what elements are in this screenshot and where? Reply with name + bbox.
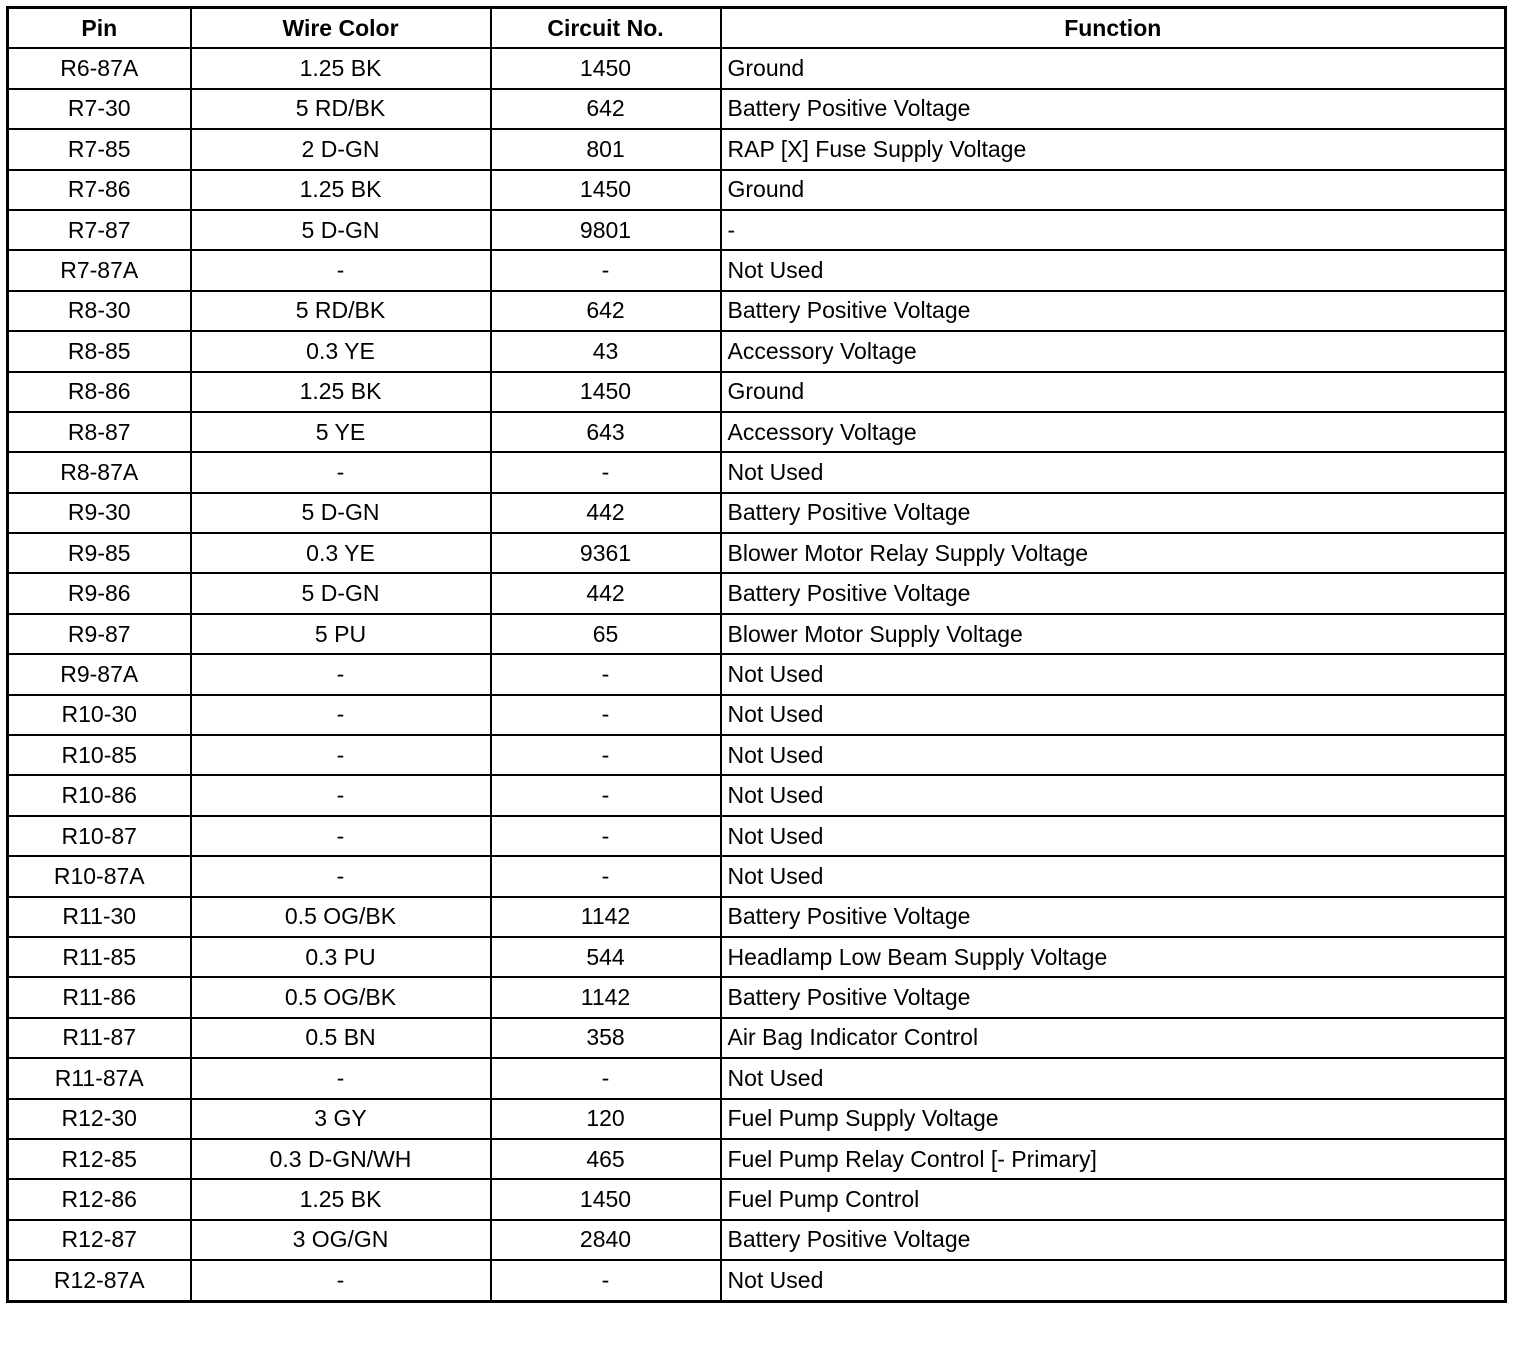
function-cell: Battery Positive Voltage	[721, 977, 1506, 1017]
table-row	[8, 937, 1506, 977]
table-row	[8, 291, 1506, 331]
function-cell: Accessory Voltage	[721, 331, 1506, 371]
circuit-number-cell: 9801	[491, 210, 721, 250]
pin-cell: R12-87	[8, 1220, 191, 1260]
circuit-number-cell: -	[491, 695, 721, 735]
pin-cell: R11-87	[8, 1018, 191, 1058]
function-cell: Not Used	[721, 856, 1506, 896]
wire-color-cell: -	[191, 452, 491, 492]
circuit-number-cell: 1450	[491, 372, 721, 412]
circuit-number-cell: -	[491, 775, 721, 815]
function-cell: RAP [X] Fuse Supply Voltage	[721, 129, 1506, 169]
wire-color-cell: 0.3 YE	[191, 331, 491, 371]
wire-color-cell: 5 PU	[191, 614, 491, 654]
function-cell: Not Used	[721, 1058, 1506, 1098]
function-cell: Accessory Voltage	[721, 412, 1506, 452]
circuit-number-cell: 358	[491, 1018, 721, 1058]
connector-pin-table	[6, 6, 1507, 1303]
pin-cell: R9-85	[8, 533, 191, 573]
column-header-pin: Pin	[8, 8, 191, 49]
table-row	[8, 1099, 1506, 1139]
wire-color-cell: -	[191, 695, 491, 735]
function-cell: Battery Positive Voltage	[721, 493, 1506, 533]
table-row	[8, 1058, 1506, 1098]
function-cell: Not Used	[721, 250, 1506, 290]
function-cell: Headlamp Low Beam Supply Voltage	[721, 937, 1506, 977]
circuit-number-cell: 43	[491, 331, 721, 371]
function-cell: Fuel Pump Control	[721, 1179, 1506, 1219]
function-cell: Battery Positive Voltage	[721, 573, 1506, 613]
wire-color-cell: -	[191, 856, 491, 896]
circuit-number-cell: 1142	[491, 977, 721, 1017]
circuit-number-cell: 1450	[491, 170, 721, 210]
wire-color-cell: 0.3 D-GN/WH	[191, 1139, 491, 1179]
function-cell: Battery Positive Voltage	[721, 897, 1506, 937]
pin-cell: R9-87	[8, 614, 191, 654]
wire-color-cell: -	[191, 735, 491, 775]
function-cell: Fuel Pump Relay Control [- Primary]	[721, 1139, 1506, 1179]
wire-color-cell: 3 OG/GN	[191, 1220, 491, 1260]
column-header-wire-color: Wire Color	[191, 8, 491, 49]
circuit-number-cell: 642	[491, 291, 721, 331]
pin-cell: R9-86	[8, 573, 191, 613]
table-row	[8, 210, 1506, 250]
function-cell: Not Used	[721, 735, 1506, 775]
circuit-number-cell: 2840	[491, 1220, 721, 1260]
circuit-number-cell: -	[491, 735, 721, 775]
table-row	[8, 573, 1506, 613]
wire-color-cell: 0.3 YE	[191, 533, 491, 573]
circuit-number-cell: 544	[491, 937, 721, 977]
table-row	[8, 1139, 1506, 1179]
pin-cell: R12-30	[8, 1099, 191, 1139]
table-row	[8, 695, 1506, 735]
function-cell: Ground	[721, 372, 1506, 412]
wire-color-cell: 5 D-GN	[191, 210, 491, 250]
pin-cell: R7-86	[8, 170, 191, 210]
table-row	[8, 1018, 1506, 1058]
circuit-number-cell: 1450	[491, 1179, 721, 1219]
function-cell: Ground	[721, 48, 1506, 88]
circuit-number-cell: -	[491, 1058, 721, 1098]
pin-cell: R11-87A	[8, 1058, 191, 1098]
wire-color-cell: 1.25 BK	[191, 1179, 491, 1219]
table-row	[8, 533, 1506, 573]
wire-color-cell: -	[191, 1058, 491, 1098]
circuit-number-cell: 65	[491, 614, 721, 654]
pin-cell: R8-30	[8, 291, 191, 331]
wire-color-cell: 0.5 OG/BK	[191, 977, 491, 1017]
pin-cell: R11-86	[8, 977, 191, 1017]
wire-color-cell: -	[191, 250, 491, 290]
pin-cell: R10-87	[8, 816, 191, 856]
wire-color-cell: 1.25 BK	[191, 170, 491, 210]
table-row	[8, 856, 1506, 896]
pin-cell: R8-85	[8, 331, 191, 371]
function-cell: Not Used	[721, 775, 1506, 815]
table-row	[8, 1260, 1506, 1301]
wire-color-cell: 3 GY	[191, 1099, 491, 1139]
table-row	[8, 816, 1506, 856]
wire-color-cell: 5 RD/BK	[191, 89, 491, 129]
table-row	[8, 493, 1506, 533]
table-row	[8, 775, 1506, 815]
table-row	[8, 1179, 1506, 1219]
function-cell: Not Used	[721, 695, 1506, 735]
table-row	[8, 654, 1506, 694]
circuit-number-cell: 442	[491, 493, 721, 533]
circuit-number-cell: -	[491, 452, 721, 492]
table-row	[8, 452, 1506, 492]
circuit-number-cell: -	[491, 1260, 721, 1301]
function-cell: Battery Positive Voltage	[721, 291, 1506, 331]
pin-cell: R8-87A	[8, 452, 191, 492]
wire-color-cell: 5 RD/BK	[191, 291, 491, 331]
function-cell: -	[721, 210, 1506, 250]
function-cell: Battery Positive Voltage	[721, 89, 1506, 129]
circuit-number-cell: 801	[491, 129, 721, 169]
circuit-number-cell: -	[491, 816, 721, 856]
pin-cell: R11-85	[8, 937, 191, 977]
table-header-row	[8, 8, 1506, 49]
pin-cell: R10-85	[8, 735, 191, 775]
pin-cell: R7-30	[8, 89, 191, 129]
wire-color-cell: 0.5 OG/BK	[191, 897, 491, 937]
table-row	[8, 614, 1506, 654]
pin-cell: R11-30	[8, 897, 191, 937]
pin-cell: R7-85	[8, 129, 191, 169]
function-cell: Ground	[721, 170, 1506, 210]
pin-cell: R7-87A	[8, 250, 191, 290]
column-header-circuit-no: Circuit No.	[491, 8, 721, 49]
function-cell: Blower Motor Relay Supply Voltage	[721, 533, 1506, 573]
circuit-number-cell: 9361	[491, 533, 721, 573]
pin-cell: R8-86	[8, 372, 191, 412]
wire-color-cell: 0.5 BN	[191, 1018, 491, 1058]
circuit-number-cell: 1450	[491, 48, 721, 88]
wire-color-cell: 1.25 BK	[191, 48, 491, 88]
pin-cell: R12-85	[8, 1139, 191, 1179]
table-row	[8, 331, 1506, 371]
table-row	[8, 89, 1506, 129]
table-row	[8, 977, 1506, 1017]
table-row	[8, 48, 1506, 88]
circuit-number-cell: -	[491, 856, 721, 896]
wire-color-cell: -	[191, 654, 491, 694]
circuit-number-cell: 120	[491, 1099, 721, 1139]
pin-cell: R10-30	[8, 695, 191, 735]
wire-color-cell: -	[191, 775, 491, 815]
wire-color-cell: 5 D-GN	[191, 493, 491, 533]
column-header-function: Function	[721, 8, 1506, 49]
pin-cell: R12-86	[8, 1179, 191, 1219]
function-cell: Fuel Pump Supply Voltage	[721, 1099, 1506, 1139]
circuit-number-cell: 442	[491, 573, 721, 613]
circuit-number-cell: 643	[491, 412, 721, 452]
wire-color-cell: 0.3 PU	[191, 937, 491, 977]
table-row	[8, 735, 1506, 775]
function-cell: Not Used	[721, 654, 1506, 694]
pin-cell: R10-87A	[8, 856, 191, 896]
table-row	[8, 1220, 1506, 1260]
table-row	[8, 897, 1506, 937]
circuit-number-cell: -	[491, 250, 721, 290]
pin-cell: R9-87A	[8, 654, 191, 694]
function-cell: Battery Positive Voltage	[721, 1220, 1506, 1260]
table-body	[8, 48, 1506, 1301]
pin-cell: R7-87	[8, 210, 191, 250]
function-cell: Not Used	[721, 1260, 1506, 1301]
table-row	[8, 129, 1506, 169]
circuit-number-cell: -	[491, 654, 721, 694]
wire-color-cell: 2 D-GN	[191, 129, 491, 169]
circuit-number-cell: 1142	[491, 897, 721, 937]
table-row	[8, 372, 1506, 412]
table-row	[8, 170, 1506, 210]
pin-cell: R8-87	[8, 412, 191, 452]
wire-color-cell: -	[191, 1260, 491, 1301]
function-cell: Air Bag Indicator Control	[721, 1018, 1506, 1058]
circuit-number-cell: 465	[491, 1139, 721, 1179]
pin-cell: R6-87A	[8, 48, 191, 88]
function-cell: Blower Motor Supply Voltage	[721, 614, 1506, 654]
pin-cell: R10-86	[8, 775, 191, 815]
pin-cell: R9-30	[8, 493, 191, 533]
wire-color-cell: 1.25 BK	[191, 372, 491, 412]
wire-color-cell: -	[191, 816, 491, 856]
wire-color-cell: 5 D-GN	[191, 573, 491, 613]
circuit-number-cell: 642	[491, 89, 721, 129]
function-cell: Not Used	[721, 452, 1506, 492]
pin-cell: R12-87A	[8, 1260, 191, 1301]
table-row	[8, 412, 1506, 452]
function-cell: Not Used	[721, 816, 1506, 856]
wire-color-cell: 5 YE	[191, 412, 491, 452]
table-row	[8, 250, 1506, 290]
